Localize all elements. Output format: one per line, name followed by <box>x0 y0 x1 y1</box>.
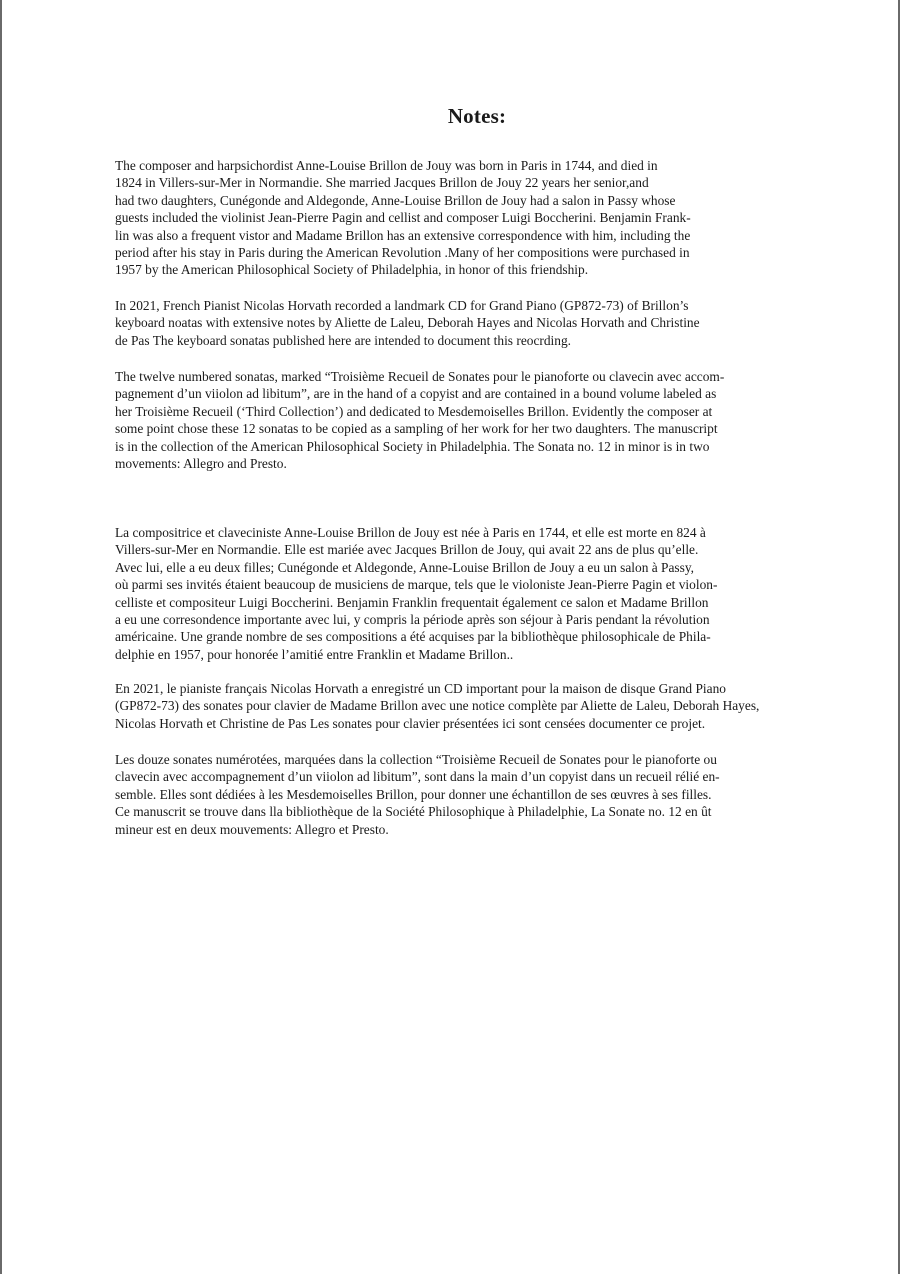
text-line: où parmi ses invités étaient beaucoup de musiciens de marque, tels que le violoniste Jean-Pierre Pagin et violon- <box>115 577 718 593</box>
text-line: mineur est en deux mouvements: Allegro et Presto. <box>115 821 389 837</box>
text-line: guests included the violinist Jean-Pierre Pagin and cellist and composer Luigi Boccherini. Benjamin Frank- <box>115 210 691 226</box>
text-line: clavecin avec accompagnement d’un viiolon ad libitum”, sont dans la main d’un copyist dans un recueil rélié en- <box>115 769 720 785</box>
text-line: américaine. Une grande nombre de ses compositions a été acquises par la bibliothèque philosophicale de Phila- <box>115 629 711 645</box>
text-line: movements: Allegro and Presto. <box>115 456 287 472</box>
text-line: The composer and harpsichordist Anne-Louise Brillon de Jouy was born in Paris in 1744, and died in <box>115 158 658 173</box>
text-line: celliste et compositeur Luigi Boccherini. Benjamin Franklin frequentait également ce salon et Madame Brillon <box>115 594 709 610</box>
text-line: semble. Elles sont dédiées à les Mesdemoiselles Brillon, pour donner une échantillon de ses œuvres à ses filles. <box>115 786 712 802</box>
paragraph-french-biography <box>115 524 717 663</box>
text-line: her Troisième Recueil (‘Third Collection’) and dedicated to Mesdemoiselles Brillon. Evidently the composer at <box>115 403 713 419</box>
text-line: keyboard noatas with extensive notes by Aliette de Laleu, Deborah Hayes and Nicolas Horvath and Christine <box>115 315 700 331</box>
text-line: lin was also a frequent vistor and Madame Brillon has an extensive correspondence with him, including the <box>115 227 691 243</box>
text-line: period after his stay in Paris during the American Revolution .Many of her compositions were purchased in <box>115 245 690 261</box>
text-line: La compositrice et claveciniste Anne-Louise Brillon de Jouy est née à Paris en 1744, et elle est morte en 824 à <box>115 525 706 540</box>
text-line: 1957 by the American Philosophical Society of Philadelphia, in honor of this friendship. <box>115 262 589 278</box>
text-line: is in the collection of the American Philosophical Society in Philadelphia. The Sonata no. 12 in minor is in two <box>115 438 710 454</box>
text-line: de Pas The keyboard sonatas published here are intended to document this reocrding. <box>115 332 572 348</box>
text-line: had two daughters, Cunégonde and Aldegonde, Anne-Louise Brillon de Jouy had a salon in Passy whose <box>115 192 676 208</box>
text-line: In 2021, French Pianist Nicolas Horvath recorded a landmark CD for Grand Piano (GP872-73) of Brillon’s <box>115 298 689 313</box>
text-line: pagnement d’un viiolon ad libitum”, are in the hand of a copyist and are contained in a bound volume labeled as <box>115 386 717 402</box>
text-line: a eu une corresondence importante avec lui, y compris la période après son séjour à Paris pendant la révolution <box>115 612 710 628</box>
text-line: En 2021, le pianiste français Nicolas Horvath a enregistré un CD important pour la maison de disque Grand Piano <box>115 681 726 696</box>
text-line: Ce manuscrit se trouve dans lla bibliothèque de la Société Philosophique à Philadelphie, La Sonate no. 12 en ût <box>115 804 712 820</box>
paragraph-english-biography <box>115 157 691 279</box>
paragraph-english-sonatas <box>115 368 724 472</box>
text-line: 1824 in Villers-sur-Mer in Normandie. She married Jacques Brillon de Jouy 22 years her senior,and <box>115 175 649 191</box>
text-line: Nicolas Horvath et Christine de Pas Les sonates pour clavier présentées ici sont censées documenter ce projet. <box>115 715 706 731</box>
text-line: Villers-sur-Mer en Normandie. Elle est mariée avec Jacques Brillon de Jouy, qui avait 22 ans de plus qu’elle. <box>115 542 699 558</box>
paragraph-french-sonatas <box>115 751 720 838</box>
page-edge-left <box>0 0 2 1274</box>
text-line: some point chose these 12 sonatas to be copied as a sampling of her work for her two daughters. The manuscript <box>115 421 718 437</box>
paragraph-french-recording <box>115 680 759 732</box>
text-line: (GP872-73) des sonates pour clavier de Madame Brillon avec une notice complète par Aliette de Laleu, Deborah Hayes, <box>115 698 760 714</box>
text-line: Avec lui, elle a eu deux filles; Cunégonde et Aldegonde, Anne-Louise Brillon de Jouy a eu un salon à Passy, <box>115 559 695 575</box>
text-line: The twelve numbered sonatas, marked “Troisième Recueil de Sonates pour le pianoforte ou clavecin avec accom- <box>115 369 725 384</box>
paragraph-english-recording <box>115 297 700 349</box>
text-line: delphie en 1957, pour honorée l’amitié entre Franklin et Madame Brillon.. <box>115 646 514 662</box>
page-title: Notes: <box>447 104 507 128</box>
text-line: Les douze sonates numérotées, marquées dans la collection “Troisième Recueil de Sonates pour le pianoforte ou <box>115 752 717 767</box>
